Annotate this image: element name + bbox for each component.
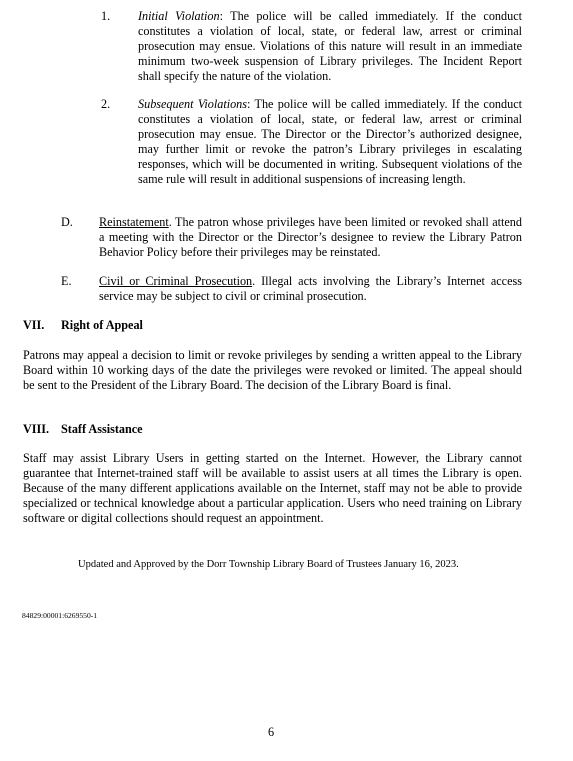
approval-footer: Updated and Approved by the Dorr Township Library Board of Trustees January 16, 2023. — [78, 559, 459, 570]
list-item-text: . Illegal acts involving the Library’s Internet access service may be subject to civil or criminal prosecution. — [99, 274, 522, 303]
list-item-body — [138, 9, 522, 84]
list-item-number: 2. — [101, 97, 111, 111]
list-item-title: Subsequent Violations — [138, 97, 248, 111]
list-item-text: : The police will be called immediately. If the conduct constitutes a violation of local, state, or federal law, arrest or criminal prosecution may ensue. Violations of this nature will result in an immediate minimum two-week suspension of Library privileges. The Incident Report shall specify the nature of the violation. — [138, 9, 522, 83]
list-item-title: Reinstatement — [99, 215, 169, 229]
section-paragraph: Patrons may appeal a decision to limit or revoke privileges by sending a written appeal to the Library Board within 10 working days of the date the privileges were revoked or limited. The appeal should be sent to the President of the Library Board. The decision of the Library Board is final. — [23, 348, 522, 392]
document-id: 84829:00001:6269550-1 — [22, 611, 98, 620]
page-number: 6 — [268, 725, 275, 739]
section-paragraph: Staff may assist Library Users in getting started on the Internet. However, the Library cannot guarantee that Internet-trained staff will be available to assist users at all times the Library is open. Because of the many different applications available on the Internet, staff may not be able to provide specialized or technical knowledge about a particular application. Users who need training on Library software or digital collections should request an appointment. — [23, 451, 522, 525]
list-item-text: . The patron whose privileges have been limited or revoked shall attend a meeting with the Director or the Director’s designee to review the Library Patron Behavior Policy before their privileges may be reinstated. — [99, 215, 522, 259]
list-item-title: Initial Violation — [138, 9, 220, 23]
list-item-title: Civil or Criminal Prosecution — [99, 274, 253, 288]
list-item-body — [138, 97, 522, 186]
section-heading: Right of Appeal — [61, 318, 143, 332]
list-item-letter: D. — [61, 215, 73, 229]
list-item-body — [99, 215, 522, 260]
section-number: VIII. — [23, 422, 50, 436]
list-item-body — [99, 274, 522, 304]
list-item-text: : The police will be called immediately. If the conduct constitutes a violation of local, state, or federal law, arrest or criminal prosecution may ensue. The Director or the Director’s authorized designee, may further limit or revoke the patron’s Library privileges in escalating responses, which will be documented in writing. Subsequent violations of the same rule will result in additional suspensions of increasing length. — [138, 97, 522, 186]
list-item-number: 1. — [101, 9, 111, 23]
section-number: VII. — [23, 318, 45, 332]
list-item-letter: E. — [61, 274, 72, 288]
section-heading: Staff Assistance — [61, 422, 143, 436]
